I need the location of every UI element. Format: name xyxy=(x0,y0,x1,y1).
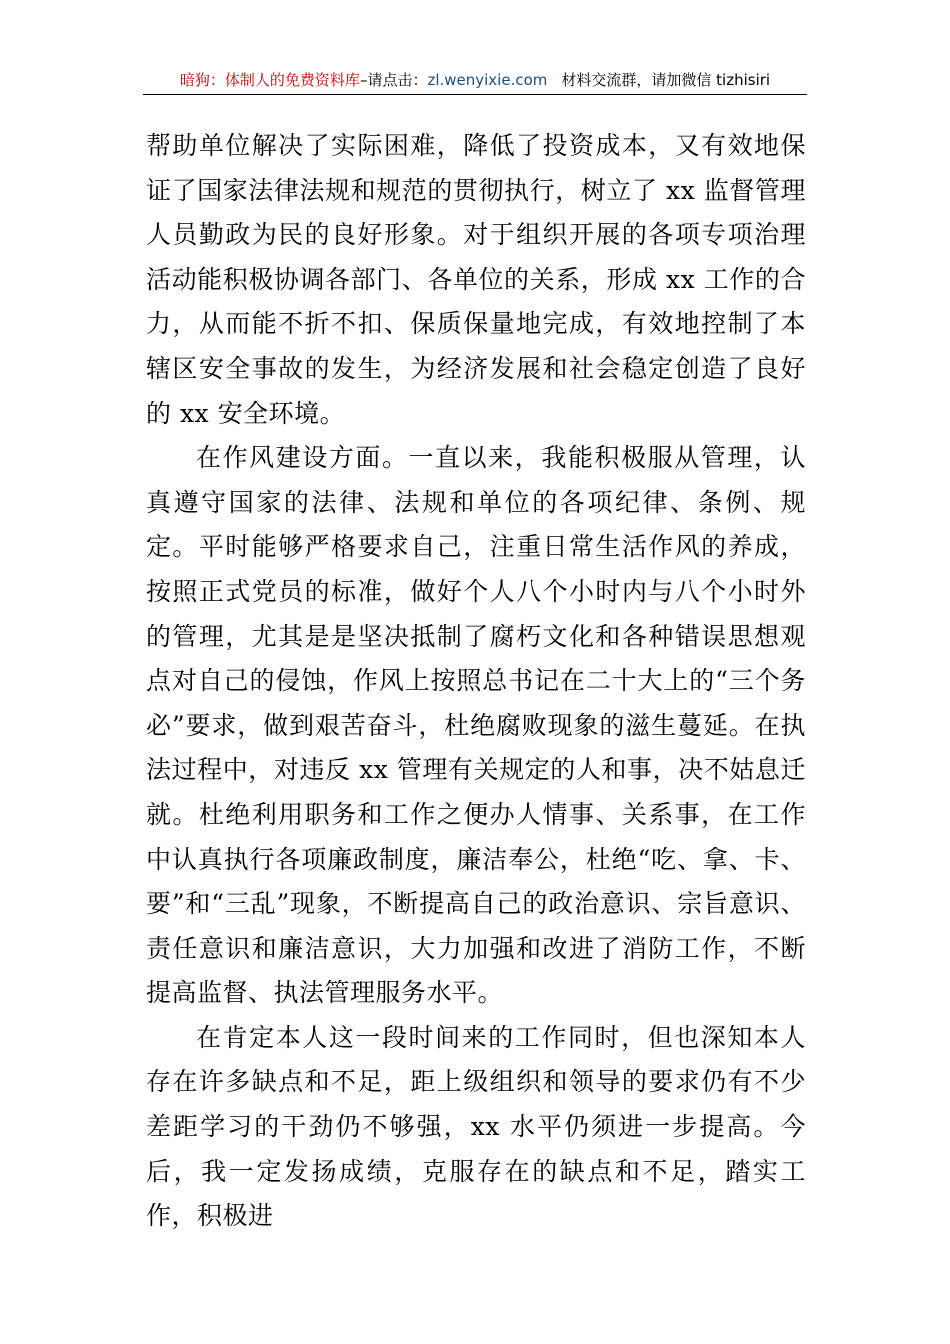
page-header xyxy=(143,66,807,95)
header-cta: –请点击： xyxy=(359,71,428,89)
paragraph-shortcomings: 在肯定本人这一段时间来的工作同时，但也深知本人存在许多缺点和不足，距上级组织和领导的要求仍有不少差距学习的干劲仍不够强，xx 水平仍须进一步提高。今后，我一定发扬成绩，克服存在的缺点和不足，踏实工作，积极进 xyxy=(146,1022,806,1231)
document-body xyxy=(146,124,806,1239)
header-contact: 材料交流群，请加微信 tizhisiri xyxy=(561,71,771,89)
header-brand: 暗狗：体制人的免费资料库 xyxy=(179,71,360,89)
paragraph-continuation: 帮助单位解决了实际困难，降低了投资成本，又有效地保证了国家法律法规和规范的贯彻执行，树立了 xx 监督管理人员勤政为民的良好形象。对于组织开展的各项专项治理活动能积极协调各部门、各单位的关系，形成 xx 工作的合力，从而能不折不扣、保质保量地完成，有效地控制了本辖区安全事故的发生，为经济发展和社会稳定创造了良好的 xx 安全环境。 xyxy=(146,131,806,428)
paragraph-work-style: 在作风建设方面。一直以来，我能积极服从管理，认真遵守国家的法律、法规和单位的各项纪律、条例、规定。平时能够严格要求自己，注重日常生活作风的养成，按照正式党员的标准，做好个人八个小时内与八个小时外的管理，尤其是是坚决抵制了腐朽文化和各种错误思想观点对自己的侵蚀，作风上按照总书记在二十大上的“三个务必”要求，做到艰苦奋斗，杜绝腐败现象的滋生蔓延。在执法过程中，对违反 xx 管理有关规定的人和事，决不姑息迁就。杜绝利用职务和工作之便办人情事、关系事，在工作中认真执行各项廉政制度，廉洁奉公，杜绝“吃、拿、卡、要”和“三乱”现象，不断提高自己的政治意识、宗旨意识、责任意识和廉洁意识，大力加强和改进了消防工作，不断提高监督、执法管理服务水平。 xyxy=(146,443,806,1008)
header-link[interactable]: zl.wenyixie.com xyxy=(427,71,548,89)
